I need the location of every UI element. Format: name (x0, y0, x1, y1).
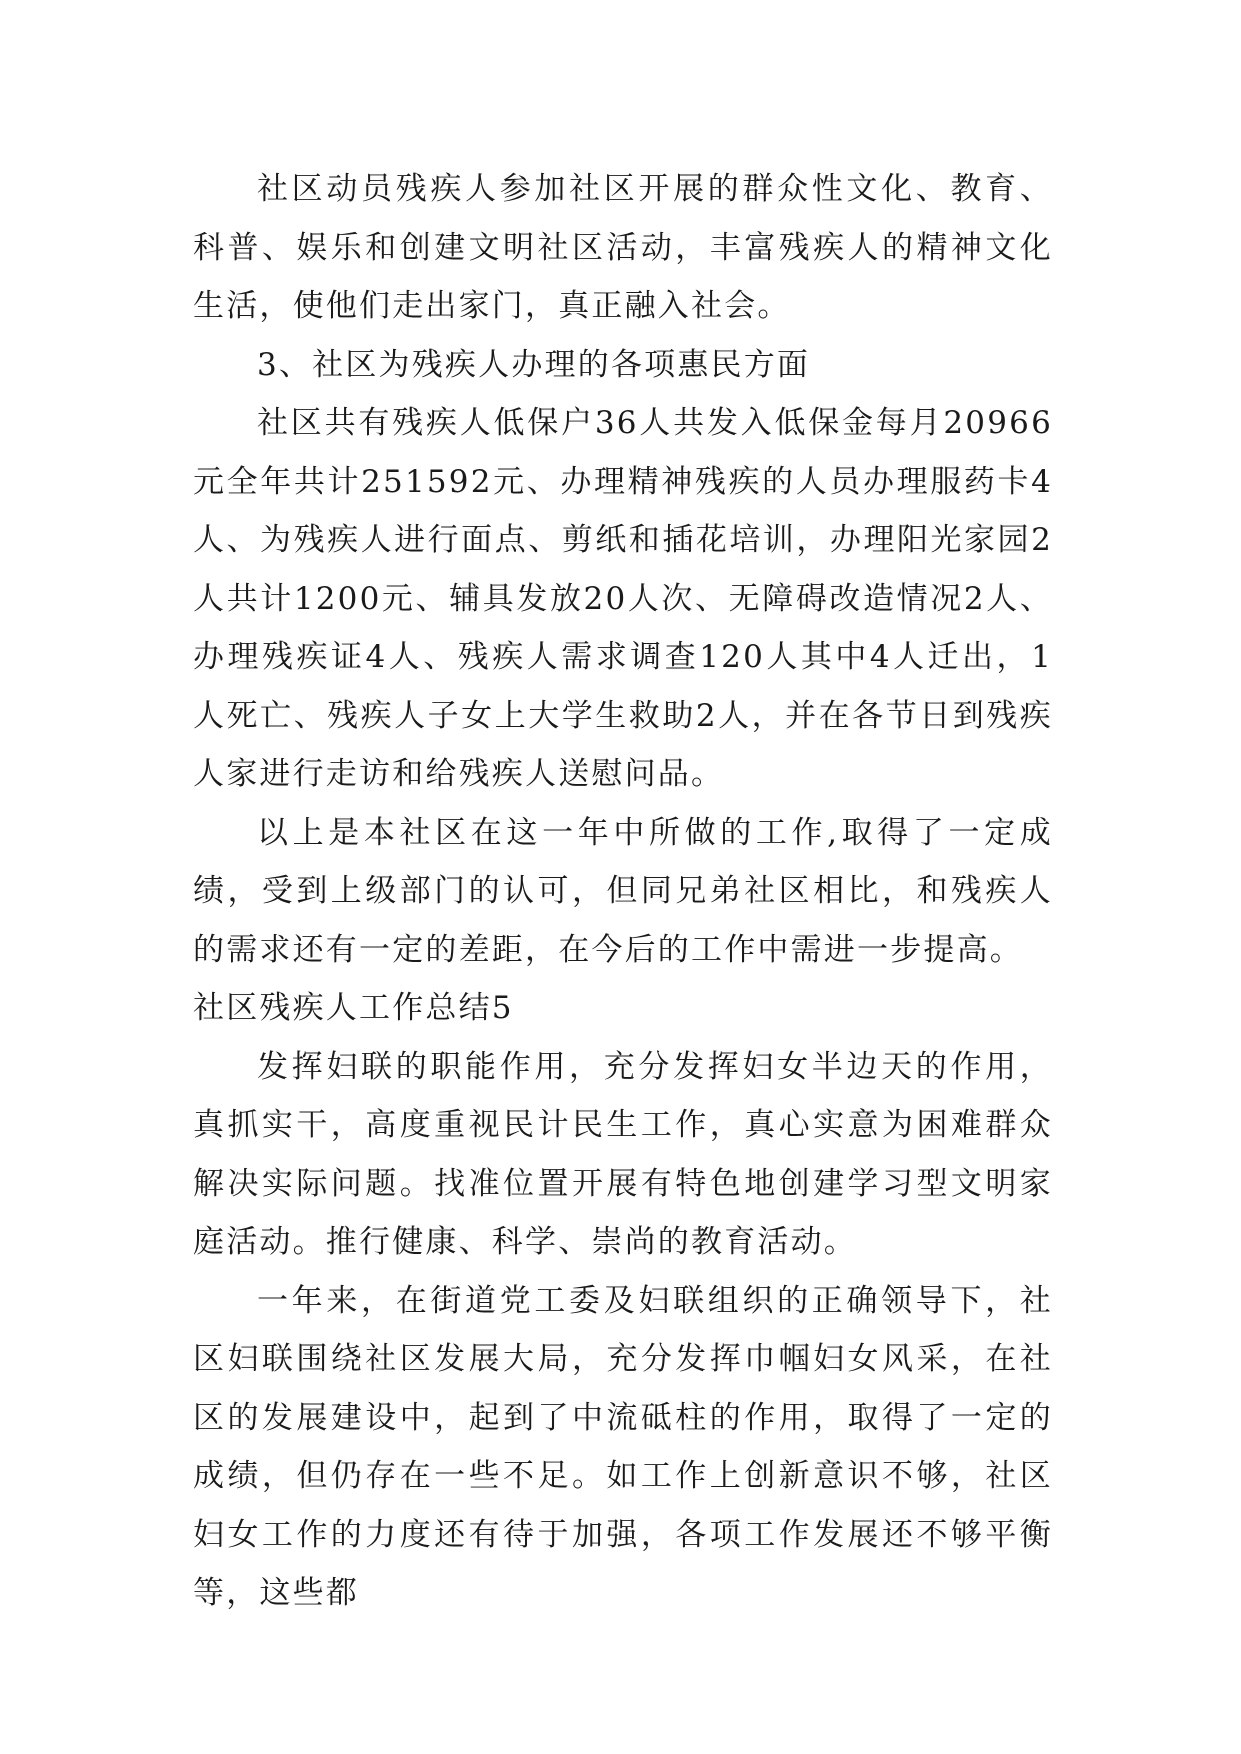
document-title-summary-5: 社区残疾人工作总结5 (193, 990, 514, 1026)
paragraph-benefits-details: 社区共有残疾人低保户36人共发入低保金每月20966元全年共计251592元、办理精神残疾的人员办理服药卡4人、为残疾人进行面点、剪纸和插花培训，办理阳光家园2人共计1200元、辅具发放20人次、无障碍改造情况2人、办理残疾证4人、残疾人需求调查120人其中4人迁出，1人死亡、残疾人子女上大学生救助2人，并在各节日到残疾人家进行走访和给残疾人送慰问品。 (193, 405, 1053, 792)
paragraph-cultural-activities: 社区动员残疾人参加社区开展的群众性文化、教育、科普、娱乐和创建文明社区活动，丰富残疾人的精神文化生活，使他们走出家门，真正融入社会。 (193, 171, 1053, 324)
paragraph-year-review: 一年来，在街道党工委及妇联组织的正确领导下，社区妇联围绕社区发展大局，充分发挥巾帼妇女风采，在社区的发展建设中，起到了中流砥柱的作用，取得了一定的成绩，但仍存在一些不足。如工作上创新意识不够，社区妇女工作的力度还有待于加强，各项工作发展还不够平衡等，这些都 (193, 1282, 1053, 1611)
paragraph-summary: 以上是本社区在这一年中所做的工作,取得了一定成绩，受到上级部门的认可，但同兄弟社区相比，和残疾人的需求还有一定的差距，在今后的工作中需进一步提高。 (193, 814, 1053, 968)
paragraph-womens-federation: 发挥妇联的职能作用，充分发挥妇女半边天的作用，真抓实干，高度重视民计民生工作，真心实意为困难群众解决实际问题。找准位置开展有特色地创建学习型文明家庭活动。推行健康、科学、崇尚的教育活动。 (193, 1048, 1053, 1260)
document-page (193, 160, 1053, 1623)
section-heading-benefits: 3、社区为残疾人办理的各项惠民方面 (257, 346, 811, 383)
